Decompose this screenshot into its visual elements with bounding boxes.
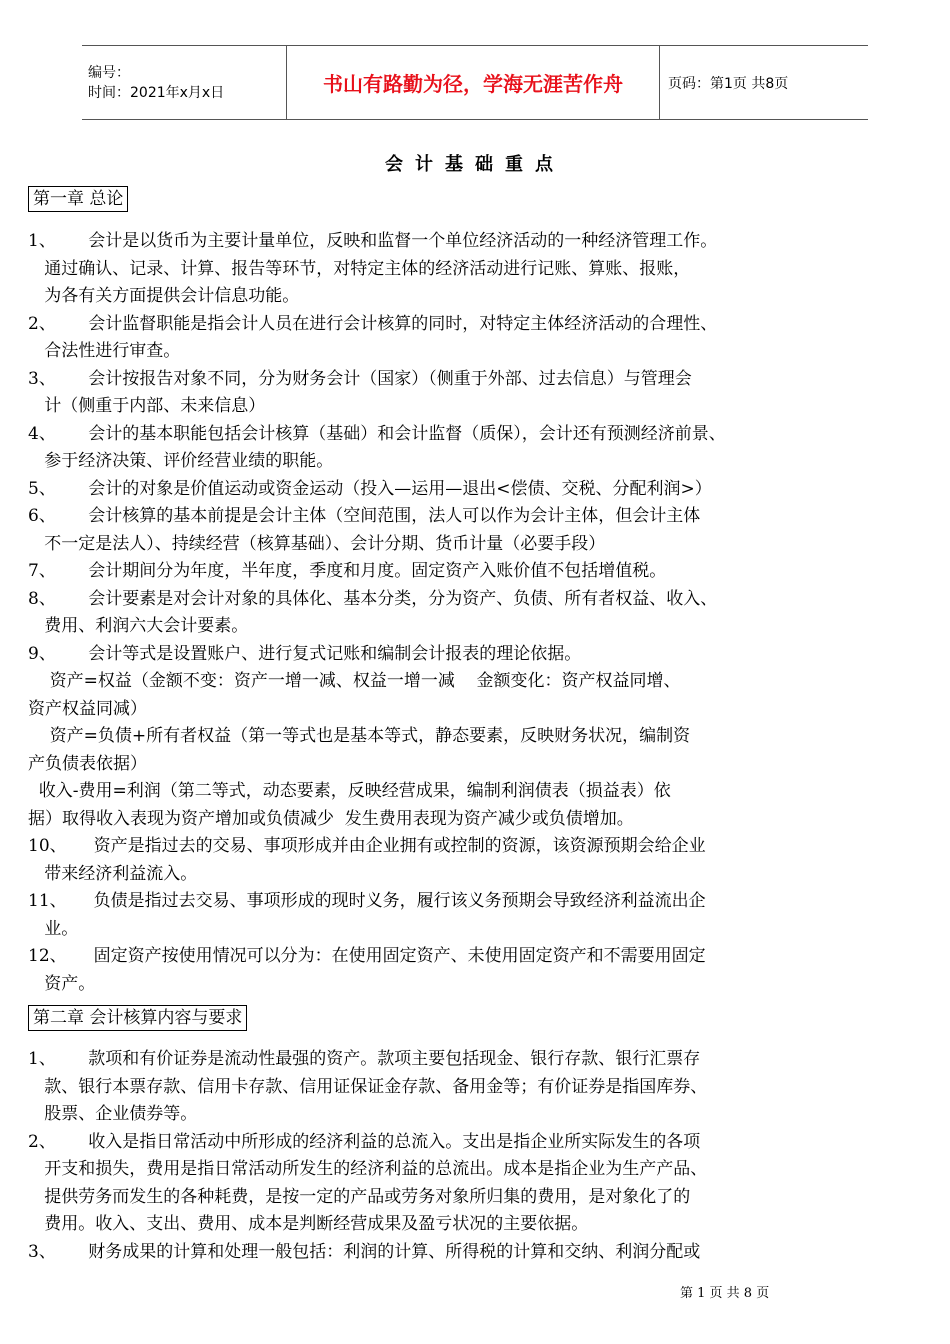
text-line: 提供劳务而发生的各种耗费，是按一定的产品或劳务对象所归集的费用，是对象化了的 — [28, 1186, 691, 1207]
text-line: 通过确认、记录、计算、报告等环节，对特定主体的经济活动进行记账、算账、报账， — [28, 258, 691, 279]
text-line: 款、银行本票存款、信用卡存款、信用证保证金存款、备用金等；有价证券是指国库券、 — [28, 1076, 708, 1097]
text-line: 2、 收入是指日常活动中所形成的经济利益的总流入。支出是指企业所实际发生的各项 — [28, 1131, 701, 1152]
header-page-info: 页码：第1页 共8页 — [660, 46, 869, 120]
chapter-2-heading: 第二章 会计核算内容与要求 — [28, 1005, 247, 1031]
header-motto: 书山有路勤为径，学海无涯苦作舟 — [287, 46, 660, 120]
text-line: 7、 会计期间分为年度，半年度，季度和月度。固定资产入账价值不包括增值税。 — [28, 561, 667, 581]
date-label: 时间：2021年x月x日 — [88, 84, 225, 101]
header-table — [82, 45, 868, 120]
text-line: 资产权益同减） — [28, 698, 147, 719]
text-line: 资产=负债+所有者权益（第一等式也是基本等式，静态要素，反映财务状况，编制资 — [28, 726, 691, 746]
text-line: 参于经济决策、评价经营业绩的职能。 — [28, 451, 334, 471]
text-line: 3、 会计按报告对象不同，分为财务会计（国家）（侧重于外部、过去信息）与管理会 — [28, 368, 692, 389]
text-line: 不一定是法人）、持续经营（核算基础）、会计分期、货币计量（必要手段） — [28, 533, 606, 554]
text-line: 合法性进行审查。 — [28, 341, 181, 361]
text-line: 资产。 — [28, 973, 96, 994]
text-line: 带来经济利益流入。 — [28, 863, 198, 884]
header-meta — [82, 46, 287, 120]
text-line: 11、 负债是指过去交易、事项形成的现时义务，履行该义务预期会导致经济利益流出企 — [28, 891, 706, 911]
text-line: 收入-费用=利润（第二等式，动态要素，反映经营成果，编制利润债表（损益表）依 — [28, 781, 671, 801]
text-line: 业。 — [28, 918, 79, 939]
text-line: 12、 固定资产按使用情况可以分为：在使用固定资产、未使用固定资产和不需要用固定 — [28, 946, 706, 966]
text-line: 9、 会计等式是设置账户、进行复式记账和编制会计报表的理论依据。 — [28, 643, 582, 664]
text-line: 为各有关方面提供会计信息功能。 — [28, 286, 300, 306]
text-line: 费用、利润六大会计要素。 — [28, 616, 249, 636]
text-line: 计（侧重于内部、未来信息） — [28, 396, 266, 416]
text-line: 费用。收入、支出、费用、成本是判断经营成果及盈亏状况的主要依据。 — [28, 1214, 589, 1234]
text-line: 1、 会计是以货币为主要计量单位，反映和监督一个单位经济活动的一种经济管理工作。 — [28, 231, 718, 251]
text-line: 8、 会计要素是对会计对象的具体化、基本分类，分为资产、负债、所有者权益、收入、 — [28, 588, 718, 609]
text-line: 10、 资产是指过去的交易、事项形成并由企业拥有或控制的资源，该资源预期会给企业 — [28, 836, 706, 856]
text-line: 据）取得收入表现为资产增加或负债减少 发生费用表现为资产减少或负债增加。 — [28, 808, 634, 829]
chapter-2-body — [28, 1046, 923, 1266]
page-footer: 第 1 页 共 8 页 — [680, 1286, 770, 1301]
document-title: 会计基础重点 — [385, 154, 565, 175]
chapter-1-body — [28, 228, 923, 998]
text-line: 5、 会计的对象是价值运动或资金运动（投入—运用—退出<偿债、交税、分配利润>） — [28, 478, 712, 499]
text-line: 产负债表依据） — [28, 753, 147, 774]
number-label: 编号： — [88, 64, 130, 81]
text-line: 资产=权益（金额不变：资产一增一减、权益一增一减 金额变化：资产权益同增、 — [28, 671, 681, 691]
text-line: 3、 财务成果的计算和处理一般包括：利润的计算、所得税的计算和交纳、利润分配或 — [28, 1241, 701, 1262]
text-line: 1、 款项和有价证券是流动性最强的资产。款项主要包括现金、银行存款、银行汇票存 — [28, 1049, 701, 1069]
chapter-1-heading: 第一章 总论 — [28, 186, 128, 212]
text-line: 6、 会计核算的基本前提是会计主体（空间范围，法人可以作为会计主体，但会计主体 — [28, 506, 701, 526]
text-line: 开支和损失，费用是指日常活动所发生的经济利益的总流出。成本是指企业为生产产品、 — [28, 1159, 708, 1179]
text-line: 股票、企业债券等。 — [28, 1104, 198, 1124]
text-line: 2、 会计监督职能是指会计人员在进行会计核算的同时，对特定主体经济活动的合理性、 — [28, 313, 718, 334]
text-line: 4、 会计的基本职能包括会计核算（基础）和会计监督（质保），会计还有预测经济前景、 — [28, 423, 726, 444]
